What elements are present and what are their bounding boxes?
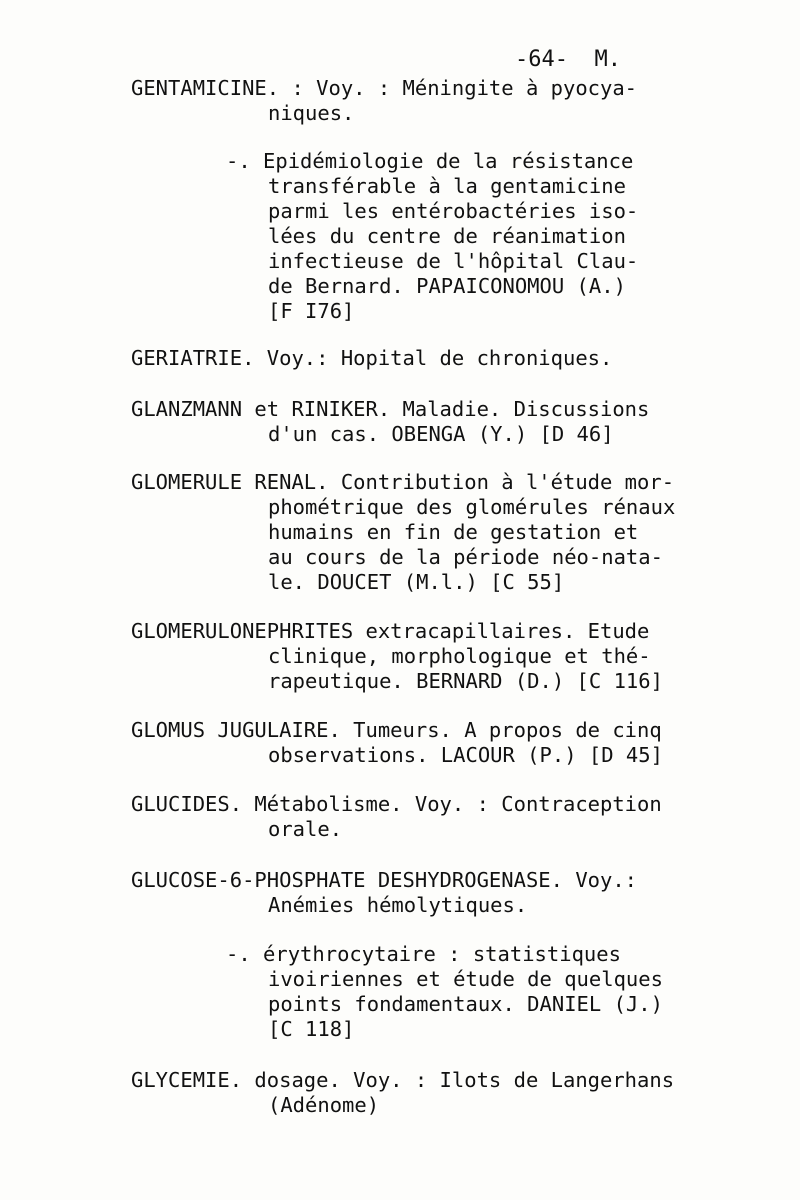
entry-line: d'un cas. OBENGA (Y.) [D 46] xyxy=(268,422,614,446)
entry-line: rapeutique. BERNARD (D.) [C 116] xyxy=(268,669,663,693)
entry-line: -. érythrocytaire : statistiques xyxy=(226,942,621,966)
entry-line: infectieuse de l'hôpital Clau- xyxy=(268,249,639,273)
entry-line: transférable à la gentamicine xyxy=(268,174,626,198)
entry-line: GLOMUS JUGULAIRE. Tumeurs. A propos de cinq xyxy=(131,718,662,742)
entry-line: niques. xyxy=(268,101,355,125)
entry-line: clinique, morphologique et thé- xyxy=(268,644,651,668)
entry-line: orale. xyxy=(268,817,343,841)
entry-line: Anémies hémolytiques. xyxy=(268,893,528,917)
entry-line: ivoiriennes et étude de quelques xyxy=(268,967,663,991)
entry-line: au cours de la période néo-nata- xyxy=(268,545,663,569)
entry-line: points fondamentaux. DANIEL (J.) xyxy=(268,992,663,1016)
entry-line: observations. LACOUR (P.) [D 45] xyxy=(268,743,663,767)
entry-line: de Bernard. PAPAICONOMOU (A.) xyxy=(268,274,626,298)
section-letter: M. xyxy=(594,47,621,72)
entry-line: le. DOUCET (M.l.) [C 55] xyxy=(268,570,565,594)
entry-line: lées du centre de réanimation xyxy=(268,224,626,248)
entry-line: -. Epidémiologie de la résistance xyxy=(226,149,634,173)
entry-line: GLYCEMIE. dosage. Voy. : Ilots de Langerhans xyxy=(131,1068,675,1092)
entry-line: GLOMERULE RENAL. Contribution à l'étude mor- xyxy=(131,470,675,494)
entry-line: [C 118] xyxy=(268,1017,355,1041)
entry-line: GLOMERULONEPHRITES extracapillaires. Etude xyxy=(131,619,650,643)
entry-line: GERIATRIE. Voy.: Hopital de chroniques. xyxy=(131,346,613,370)
entry-line: GENTAMICINE. : Voy. : Méningite à pyocya- xyxy=(131,76,638,100)
entry-line: GLANZMANN et RINIKER. Maladie. Discussions xyxy=(131,397,650,421)
entry-line: GLUCIDES. Métabolisme. Voy. : Contraception xyxy=(131,792,662,816)
entry-line: humains en fin de gestation et xyxy=(268,520,639,544)
entry-line: parmi les entérobactéries iso- xyxy=(268,199,639,223)
entry-line: GLUCOSE-6-PHOSPHATE DESHYDROGENASE. Voy.: xyxy=(131,868,638,892)
page-number: -64- xyxy=(514,47,568,72)
entry-line: (Adénome) xyxy=(268,1093,380,1117)
entry-line: phométrique des glomérules rénaux xyxy=(268,495,676,519)
entry-line: [F I76] xyxy=(268,299,355,323)
